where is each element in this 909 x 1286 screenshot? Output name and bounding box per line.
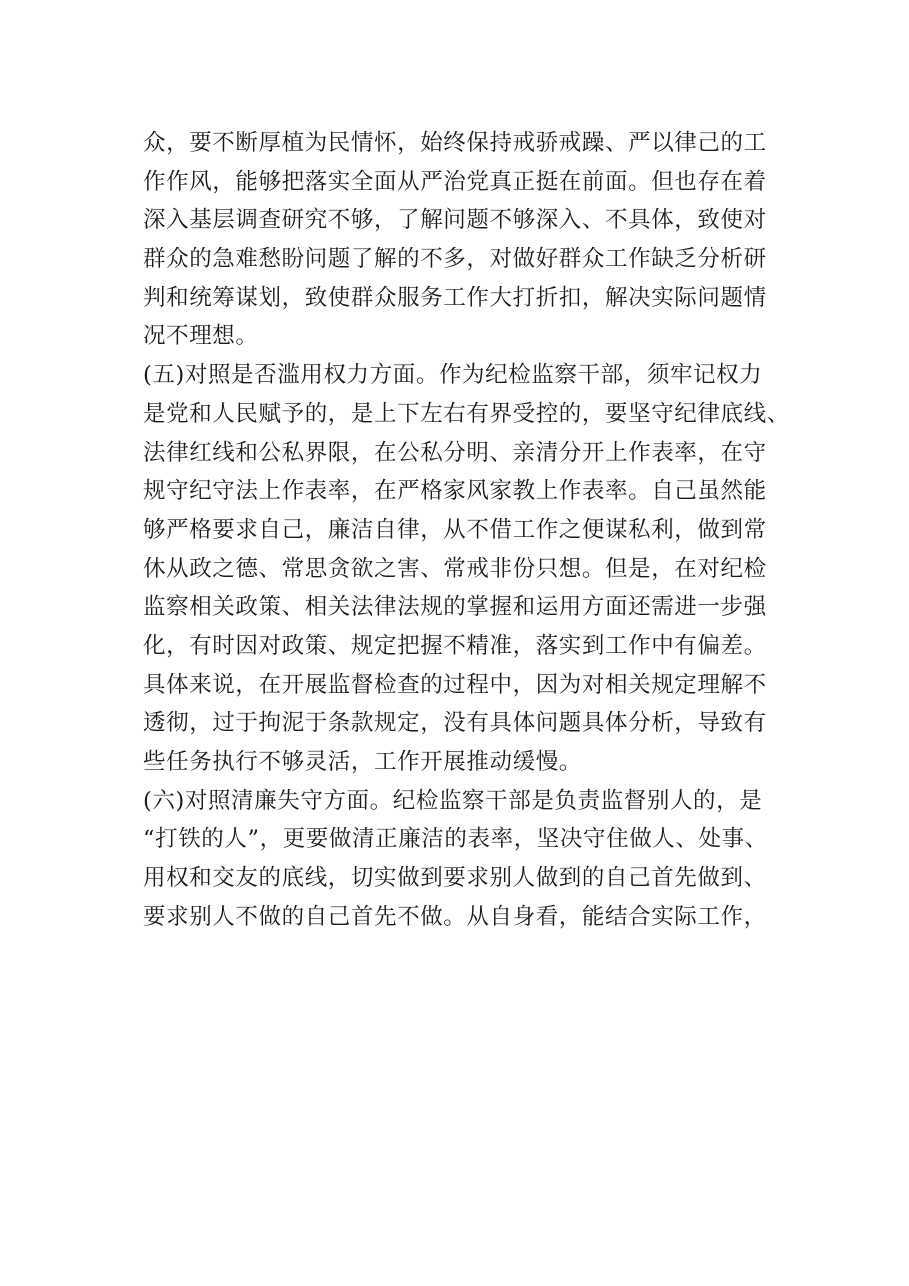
paragraph-1 — [143, 124, 783, 356]
text-line: 众，要不断厚植为民情怀，始终保持戒骄戒躁、严以律己的工 — [143, 130, 767, 156]
text-line: 规守纪守法上作表率，在严格家风家教上作表率。自己虽然能 — [143, 478, 767, 505]
text-line: 用权和交友的底线，切实做到要求别人做到的自己首先做到、 — [143, 865, 767, 892]
text-line: 休从政之德、常思贪欲之害、常戒非份只想。但是，在对纪检 — [143, 555, 767, 582]
text-line: 监察相关政策、相关法律法规的掌握和运用方面还需进一步强 — [143, 594, 767, 621]
text-line: (六)对照清廉失守方面。纪检监察干部是负责监督别人的，是 — [143, 787, 763, 814]
text-line: 化，有时因对政策、规定把握不精准，落实到工作中有偏差。 — [143, 632, 767, 659]
text-line: 深入基层调查研究不够，了解问题不够深入、不具体，致使对 — [143, 207, 767, 234]
text-line: 法律红线和公私界限，在公私分明、亲清分开上作表率，在守 — [143, 439, 767, 466]
text-line: 判和统筹谋划，致使群众服务工作大打折扣，解决实际问题情 — [143, 284, 767, 311]
paragraph-2 — [143, 356, 790, 782]
text-line: 透彻，过于拘泥于条款规定，没有具体问题具体分析，导致有 — [143, 710, 767, 737]
text-line: 具体来说，在开展监督检查的过程中，因为对相关规定理解不 — [143, 671, 767, 698]
text-line: 作作风，能够把落实全面从严治党真正挺在前面。但也存在着 — [143, 168, 767, 195]
text-line: 况不理想。 — [143, 323, 259, 350]
paragraph-3 — [143, 782, 783, 937]
text-line: 群众的急难愁盼问题了解的不多，对做好群众工作缺乏分析研 — [143, 246, 767, 273]
text-line: 要求别人不做的自己首先不做。从自身看，能结合实际工作， — [143, 903, 767, 930]
text-line: “打铁的人”，更要做清正廉洁的表率，坚决守住做人、处事、 — [143, 826, 768, 853]
text-line: (五)对照是否滥用权力方面。作为纪检监察干部，须牢记权力 — [143, 362, 763, 389]
text-line: 是党和人民赋予的，是上下左右有界受控的，要坚守纪律底线、 — [143, 400, 790, 427]
text-line: 够严格要求自己，廉洁自律，从不借工作之便谋私利，做到常 — [143, 516, 767, 543]
document-body — [143, 124, 790, 936]
text-line: 些任务执行不够灵活，工作开展推动缓慢。 — [143, 749, 582, 775]
